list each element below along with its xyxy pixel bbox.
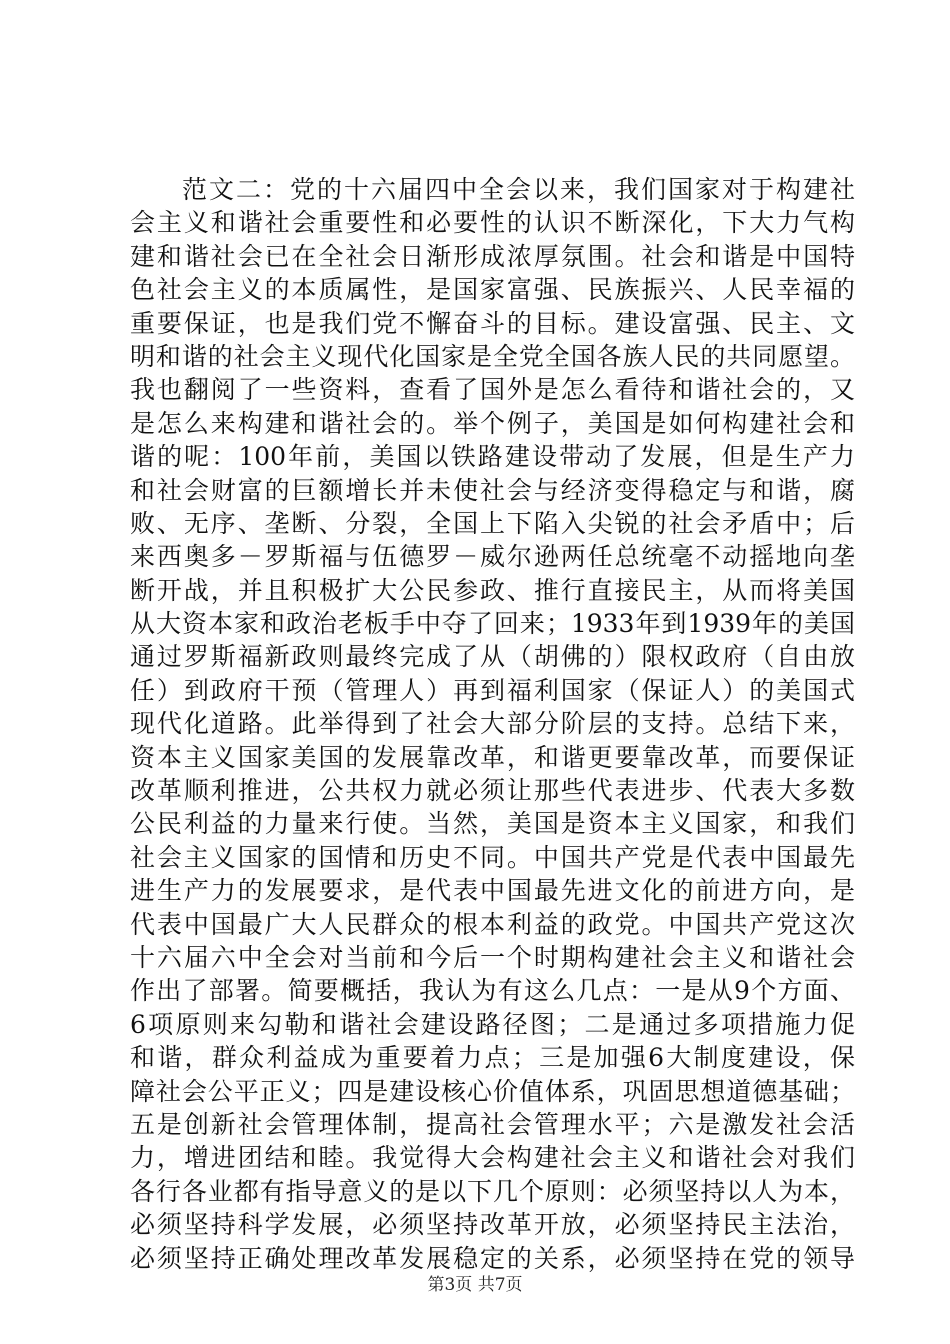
paragraph-line: 十六届六中全会对当前和今后一个时期构建社会主义和谐社会 — [130, 942, 855, 972]
paragraph-line: 五是创新社会管理体制，提高社会管理水平；六是激发社会活 — [130, 1109, 855, 1139]
paragraph-line: 来西奥多－罗斯福与伍德罗－威尔逊两任总统毫不动摇地向垄 — [130, 542, 855, 572]
paragraph-line: 通过罗斯福新政则最终完成了从（胡佛的）限权政府（自由放 — [130, 642, 855, 672]
paragraph-line: 改革顺利推进，公共权力就必须让那些代表进步、代表大多数 — [130, 776, 855, 806]
paragraph-line: 力，增进团结和睦。我觉得大会构建社会主义和谐社会对我们 — [130, 1143, 855, 1173]
paragraph-line: 是怎么来构建和谐社会的。举个例子，美国是如何构建社会和 — [130, 408, 855, 438]
paragraph-line: 和谐，群众利益成为重要着力点；三是加强6大制度建设，保 — [130, 1043, 855, 1073]
paragraph-line: 重要保证，也是我们党不懈奋斗的目标。建设富强、民主、文 — [130, 308, 855, 338]
paragraph-line: 色社会主义的本质属性，是国家富强、民族振兴、人民幸福的 — [130, 275, 855, 305]
paragraph-line: 作出了部署。简要概括，我认为有这么几点：一是从9个方面、 — [130, 976, 855, 1006]
paragraph-line: 建和谐社会已在全社会日渐形成浓厚氛围。社会和谐是中国特 — [130, 241, 855, 271]
paragraph-line: 谐的呢：100年前，美国以铁路建设带动了发展，但是生产力 — [130, 442, 855, 472]
body-paragraph — [130, 173, 855, 1275]
paragraph-line: 明和谐的社会主义现代化国家是全党全国各族人民的共同愿望。 — [130, 341, 855, 371]
paragraph-line: 资本主义国家美国的发展靠改革，和谐更要靠改革，而要保证 — [130, 742, 855, 772]
paragraph-line: 必须坚持正确处理改革发展稳定的关系，必须坚持在党的领导 — [130, 1243, 855, 1273]
paragraph-line: 代表中国最广大人民群众的根本利益的政党。中国共产党这次 — [130, 909, 855, 939]
paragraph-line: 和社会财富的巨额增长并未使社会与经济变得稳定与和谐，腐 — [130, 475, 855, 505]
paragraph-line: 社会主义国家的国情和历史不同。中国共产党是代表中国最先 — [130, 842, 855, 872]
paragraph-line: 公民利益的力量来行使。当然，美国是资本主义国家，和我们 — [130, 809, 855, 839]
paragraph-line: 任）到政府干预（管理人）再到福利国家（保证人）的美国式 — [130, 675, 855, 705]
paragraph-line: 会主义和谐社会重要性和必要性的认识不断深化，下大力气构 — [130, 208, 855, 238]
paragraph-line: 6项原则来勾勒和谐社会建设路径图；二是通过多项措施力促 — [130, 1009, 855, 1039]
paragraph-line: 断开战，并且积极扩大公民参政、推行直接民主，从而将美国 — [130, 575, 855, 605]
paragraph-line: 障社会公平正义；四是建设核心价值体系，巩固思想道德基础； — [130, 1076, 855, 1106]
paragraph-line: 各行各业都有指导意义的是以下几个原则：必须坚持以人为本， — [130, 1176, 855, 1206]
paragraph-line: 败、无序、垄断、分裂，全国上下陷入尖锐的社会矛盾中；后 — [130, 508, 855, 538]
paragraph-line: 进生产力的发展要求，是代表中国最先进文化的前进方向，是 — [130, 876, 855, 906]
paragraph-line: 从大资本家和政治老板手中夺了回来；1933年到1939年的美国 — [130, 609, 855, 639]
paragraph-line: 必须坚持科学发展，必须坚持改革开放，必须坚持民主法治， — [130, 1210, 855, 1240]
page-footer: 第3页 共7页 — [427, 1275, 523, 1295]
paragraph-line: 我也翻阅了一些资料，查看了国外是怎么看待和谐社会的，又 — [130, 375, 855, 405]
paragraph-line: 现代化道路。此举得到了社会大部分阶层的支持。总结下来， — [130, 709, 855, 739]
paragraph-line: 范文二：党的十六届四中全会以来，我们国家对于构建社 — [182, 175, 855, 204]
